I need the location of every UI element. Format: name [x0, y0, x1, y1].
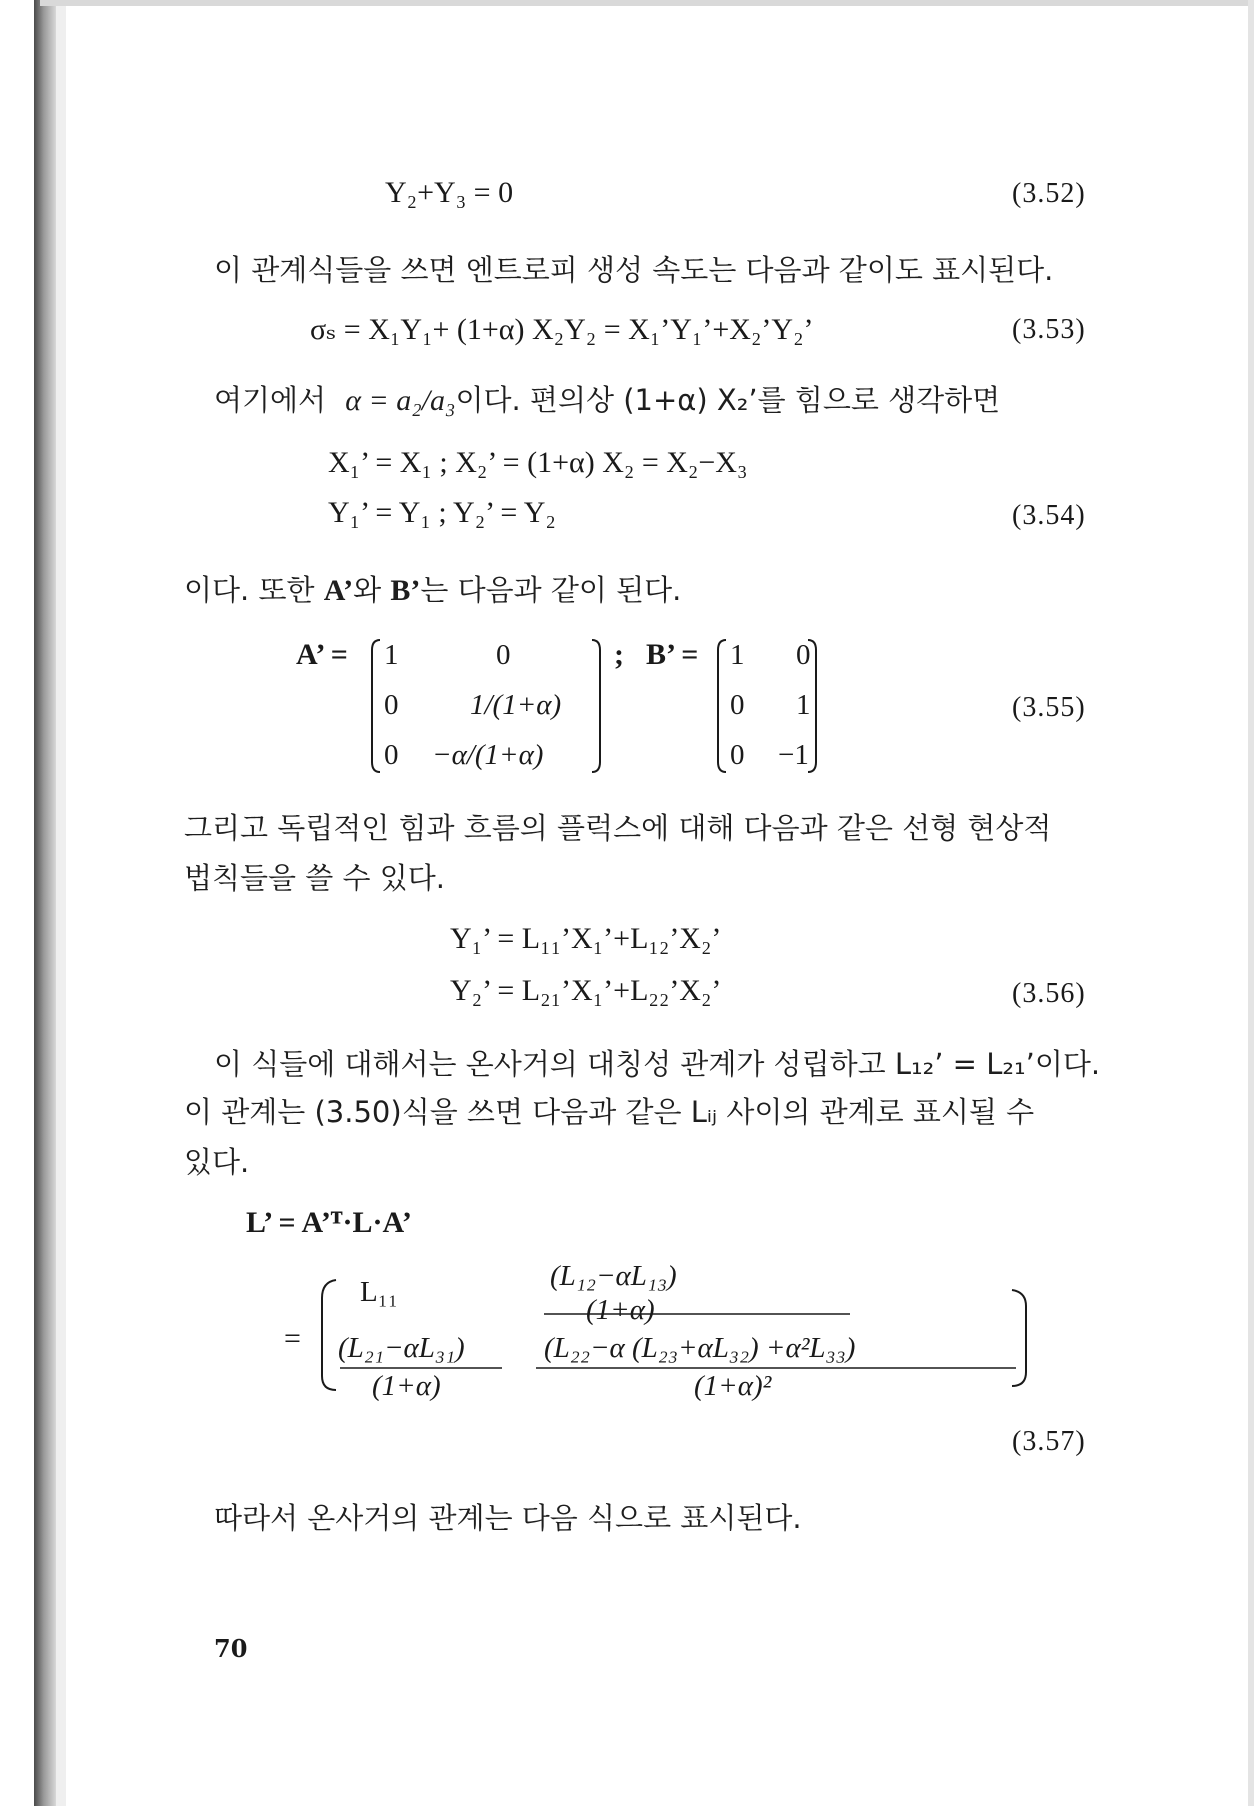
matrix-b-r3c2: −1 [778, 739, 809, 771]
equation-3-56-line-2: Y₂’ = L₂₁’X₁’+L₂₂’X₂’ [450, 974, 722, 1007]
equation-number-3-52: (3.52) [1012, 178, 1086, 209]
paragraph-alpha-definition [214, 378, 1000, 419]
paragraph-alpha-suffix: 이다. 편의상 (1+α) X₂’를 힘으로 생각하면 [455, 383, 1001, 417]
paragraph-onsager-line-3: 있다. [184, 1145, 250, 1179]
paragraph-onsager-line-2: 이 관계는 (3.50)식을 쓰면 다음과 같은 Lᵢⱼ 사이의 관계로 표시될 수 [184, 1095, 1035, 1129]
equation-number-3-54: (3.54) [1012, 500, 1086, 531]
matrix-l-r2c2-numerator: (L₂₂−α (L₂₃+αL₃₂) +α²L₃₃) [544, 1332, 856, 1364]
matrix-l-r1c1: L₁₁ [360, 1276, 398, 1308]
book-page [66, 6, 1248, 1806]
equation-3-52: Y₂+Y₃ = 0 [385, 176, 514, 209]
matrix-a-r3c2: −α/(1+α) [432, 739, 544, 771]
equation-3-53: σₛ = X₁Y₁+ (1+α) X₂Y₂ = X₁’Y₁’+X₂’Y₂’ [310, 313, 814, 346]
matrix-separator: ; [614, 638, 624, 671]
equation-3-54-line-1: X₁’ = X₁ ; X₂’ = (1+α) X₂ = X₂−X₃ [328, 446, 748, 479]
alpha-definition-math: α = a₂/a₃ [345, 384, 456, 417]
matrix-a-r1c1: 1 [384, 639, 399, 671]
matrices-intro-suffix: 는 다음과 같이 된다. [420, 573, 682, 607]
matrices-intro-and: 와 [353, 573, 382, 607]
matrix-b-r1c1: 1 [730, 639, 745, 671]
matrix-a-label: A’ = [296, 638, 348, 671]
paragraph-onsager-conclusion: 따라서 온사거의 관계는 다음 식으로 표시된다. [214, 1501, 802, 1535]
matrix-a-r2c2: 1/(1+α) [470, 689, 562, 721]
matrix-a-r1c2: 0 [496, 639, 511, 671]
equation-number-3-57: (3.57) [1012, 1426, 1086, 1457]
matrix-a-r2c1: 0 [384, 689, 399, 721]
paragraph-entropy-rate: 이 관계식들을 쓰면 엔트로피 생성 속도는 다음과 같이도 표시된다. [214, 253, 1054, 287]
matrix-l-r1c2-denominator: (1+α) [586, 1294, 655, 1326]
matrix-b-r2c1: 0 [730, 689, 745, 721]
matrix-b-r3c1: 0 [730, 739, 745, 771]
book-spine-shadow [34, 0, 56, 1806]
equation-3-56-line-1: Y₁’ = L₁₁’X₁’+L₁₂’X₂’ [450, 922, 722, 955]
equation-3-57-header: L’ = A’ᵀ·L·A’ [246, 1206, 412, 1239]
book-spine-edge [56, 0, 66, 1806]
matrix-b-r2c2: 1 [796, 689, 811, 721]
matrix-l-r2c1-denominator: (1+α) [372, 1370, 441, 1402]
matrix-l-equals: = [284, 1322, 301, 1355]
paragraph-linear-laws-line-2: 법칙들을 쓸 수 있다. [184, 861, 445, 895]
matrix-b-r1c2: 0 [796, 639, 811, 671]
matrix-b-label: B’ = [646, 638, 699, 671]
matrix-l-r2c2-denominator: (1+α)² [694, 1370, 772, 1402]
equation-number-3-55: (3.55) [1012, 692, 1086, 723]
matrix-b-ref: B’ [390, 574, 421, 607]
matrix-l-r2c1-numerator: (L₂₁−αL₃₁) [338, 1332, 465, 1364]
paragraph-linear-laws-line-1: 그리고 독립적인 힘과 흐름의 플럭스에 대해 다음과 같은 선형 현상적 [184, 811, 1052, 845]
paragraph-onsager-line-1: 이 식들에 대해서는 온사거의 대칭성 관계가 성립하고 L₁₂’ = L₂₁’이다. [214, 1047, 1101, 1081]
matrix-a-ref: A’ [323, 574, 354, 607]
matrices-intro-prefix: 이다. 또한 [184, 573, 315, 607]
matrix-l-r1c2-numerator: (L₁₂−αL₁₃) [550, 1260, 677, 1292]
equation-number-3-53: (3.53) [1012, 314, 1086, 345]
equation-3-54-line-2: Y₁’ = Y₁ ; Y₂’ = Y₂ [328, 496, 556, 529]
paragraph-matrices-intro [184, 568, 681, 609]
equation-number-3-56: (3.56) [1012, 978, 1086, 1009]
matrix-a-r3c1: 0 [384, 739, 399, 771]
paragraph-alpha-prefix: 여기에서 [214, 383, 327, 417]
page-number: 70 [214, 1634, 248, 1663]
page-right-edge [1248, 0, 1254, 1806]
